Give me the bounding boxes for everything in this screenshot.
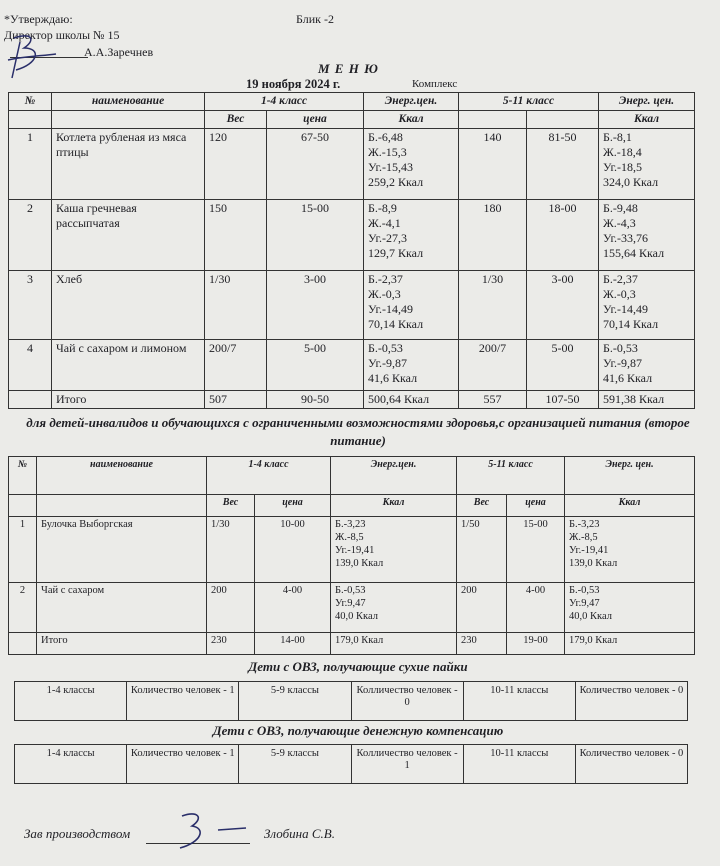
total-weight: 230 xyxy=(457,633,507,655)
energy: Б.-6,48 Ж.-15,3 Уг.-15,43 259,2 Ккал xyxy=(364,129,459,200)
table-row xyxy=(9,517,695,583)
weight-header: Вес xyxy=(205,111,267,129)
total-energy: 591,38 Ккал xyxy=(599,391,695,409)
table-row xyxy=(9,129,695,200)
compensation-cell: Количество человек - 0 xyxy=(579,748,684,759)
section2-title: для детей-инвалидов и обучающихся с ограниченными возможностями здоровья,с организацией питания (второе питание) xyxy=(26,415,690,448)
energy: Б.-0,53 Уг.9,47 40,0 Ккал xyxy=(565,583,695,633)
row-num: 3 xyxy=(9,271,52,340)
weight: 1/50 xyxy=(457,517,507,583)
footer-name: Злобина С.В. xyxy=(264,826,335,841)
total-weight: 557 xyxy=(459,391,527,409)
price: 4-00 xyxy=(255,583,331,633)
price: 81-50 xyxy=(527,129,599,200)
price: 3-00 xyxy=(527,271,599,340)
dish-name: Котлета рубленая из мяса птицы xyxy=(52,129,205,200)
director-title: Директор школы № 15 xyxy=(4,28,120,42)
compensation-cell: 1-4 классы xyxy=(15,745,127,783)
energy: Б.-0,53 Уг.-9,87 41,6 Ккал xyxy=(364,340,459,391)
dish-name: Чай с сахаром и лимоном xyxy=(52,340,205,391)
compensation-cell: Колличество человек - 1 xyxy=(352,745,464,783)
compensation-title: Дети с ОВЗ, получающие денежную компенсацию xyxy=(212,723,504,738)
row-num: 1 xyxy=(9,517,37,583)
price: 18-00 xyxy=(527,200,599,271)
total-weight: 230 xyxy=(207,633,255,655)
energy: Б.-8,9 Ж.-4,1 Уг.-27,3 129,7 Ккал xyxy=(364,200,459,271)
price: 10-00 xyxy=(255,517,331,583)
energy: Б.-3,23 Ж.-8,5 Уг.-19,41 139,0 Ккал xyxy=(565,517,695,583)
complex-label: Комплекс xyxy=(412,78,458,90)
total-row xyxy=(9,391,695,409)
total-label: Итого xyxy=(37,633,207,655)
row-num: 2 xyxy=(9,200,52,271)
weight: 200 xyxy=(457,583,507,633)
total-weight: 507 xyxy=(205,391,267,409)
table-row xyxy=(9,271,695,340)
compensation-cell: 10-11 классы xyxy=(464,745,576,783)
col-name-header: наименование xyxy=(52,93,205,111)
price: 15-00 xyxy=(507,517,565,583)
total-price: 90-50 xyxy=(267,391,364,409)
price: 5-00 xyxy=(527,340,599,391)
dry-rations-cell: 5-9 классы xyxy=(239,682,351,720)
col-name-header: наименование xyxy=(37,457,207,495)
col-grade1-header: 1-4 класс xyxy=(205,93,364,111)
weight-header: Вес xyxy=(207,495,255,517)
total-label: Итого xyxy=(52,391,205,409)
col-grade2-header: 5-11 класс xyxy=(457,457,565,495)
price: 3-00 xyxy=(267,271,364,340)
total-energy: 500,64 Ккал xyxy=(364,391,459,409)
total-price: 14-00 xyxy=(255,633,331,655)
dish-name: Хлеб xyxy=(52,271,205,340)
row-num: 2 xyxy=(9,583,37,633)
energy: Б.-3,23 Ж.-8,5 Уг.-19,41 139,0 Ккал xyxy=(331,517,457,583)
col-energy2-header: Энерг. цен. xyxy=(565,457,695,495)
director-name: А.А.Заречнев xyxy=(84,45,154,59)
compensation-cell: Количество человек - 1 xyxy=(127,745,239,783)
price-header: цена xyxy=(507,495,565,517)
row-num: 4 xyxy=(9,340,52,391)
main-menu-table xyxy=(8,92,695,409)
dry-rations-cell: Количество человек - 0 xyxy=(579,685,684,696)
row-num: 1 xyxy=(9,129,52,200)
price-header: цена xyxy=(255,495,331,517)
table-row xyxy=(9,200,695,271)
price: 4-00 xyxy=(507,583,565,633)
price: 15-00 xyxy=(267,200,364,271)
total-energy: 179,0 Ккал xyxy=(331,633,457,655)
dry-rations-cell: Колличество человек - 0 xyxy=(352,682,464,720)
col-num-header: № xyxy=(9,457,37,495)
weight: 120 xyxy=(205,129,267,200)
weight: 1/30 xyxy=(459,271,527,340)
menu-date: 19 ноября 2024 г. xyxy=(246,77,341,91)
footer-signature xyxy=(172,808,252,854)
energy: Б.-0,53 Уг.9,47 40,0 Ккал xyxy=(331,583,457,633)
price: 67-50 xyxy=(267,129,364,200)
dry-rations-cell: 1-4 классы xyxy=(15,682,127,720)
compensation-table xyxy=(14,744,688,784)
weight: 200/7 xyxy=(459,340,527,391)
weight: 200 xyxy=(207,583,255,633)
weight: 1/30 xyxy=(205,271,267,340)
director-signature xyxy=(2,30,62,82)
weight-header: Вес xyxy=(457,495,507,517)
dry-rations-cell: Количество человек - 1 xyxy=(127,682,239,720)
kcal-header: Ккал xyxy=(364,111,459,129)
price-header: цена xyxy=(267,111,364,129)
dish-name: Булочка Выборгская xyxy=(37,517,207,583)
dry-rations-cell: 10-11 классы xyxy=(464,682,576,720)
second-meal-table xyxy=(8,456,695,655)
menu-title: М Е Н Ю xyxy=(318,61,379,76)
weight: 180 xyxy=(459,200,527,271)
weight: 140 xyxy=(459,129,527,200)
energy: Б.-2,37 Ж.-0,3 Уг.-14,49 70,14 Ккал xyxy=(599,271,695,340)
table-row xyxy=(9,583,695,633)
energy: Б.-9,48 Ж.-4,3 Уг.-33,76 155,64 Ккал xyxy=(599,200,695,271)
weight: 1/30 xyxy=(207,517,255,583)
kcal-header: Ккал xyxy=(599,111,695,129)
kcal-header: Ккал xyxy=(565,495,695,517)
col-energy2-header: Энерг. цен. xyxy=(599,93,695,111)
approve-label: *Утверждаю: xyxy=(4,12,73,26)
col-energy1-header: Энерг.цен. xyxy=(331,457,457,495)
energy: Б.-0,53 Уг.-9,87 41,6 Ккал xyxy=(599,340,695,391)
form-label: Блик -2 xyxy=(296,12,334,26)
compensation-cell: 5-9 классы xyxy=(239,745,351,783)
col-grade2-header: 5-11 класс xyxy=(459,93,599,111)
col-num-header: № xyxy=(9,93,52,111)
footer-role: Зав производством xyxy=(24,826,131,841)
total-price: 19-00 xyxy=(507,633,565,655)
col-energy1-header: Энерг.цен. xyxy=(364,93,459,111)
col-grade1-header: 1-4 класс xyxy=(207,457,331,495)
table-row xyxy=(9,340,695,391)
dish-name: Каша гречневая рассыпчатая xyxy=(52,200,205,271)
total-price: 107-50 xyxy=(527,391,599,409)
kcal-header: Ккал xyxy=(331,495,457,517)
weight: 200/7 xyxy=(205,340,267,391)
dish-name: Чай с сахаром xyxy=(37,583,207,633)
weight: 150 xyxy=(205,200,267,271)
dry-rations-title: Дети с ОВЗ, получающие сухие пайки xyxy=(248,659,468,674)
dry-rations-table xyxy=(14,681,688,721)
price: 5-00 xyxy=(267,340,364,391)
energy: Б.-2,37 Ж.-0,3 Уг.-14,49 70,14 Ккал xyxy=(364,271,459,340)
total-row xyxy=(9,633,695,655)
total-energy: 179,0 Ккал xyxy=(565,633,695,655)
energy: Б.-8,1 Ж.-18,4 Уг.-18,5 324,0 Ккал xyxy=(599,129,695,200)
